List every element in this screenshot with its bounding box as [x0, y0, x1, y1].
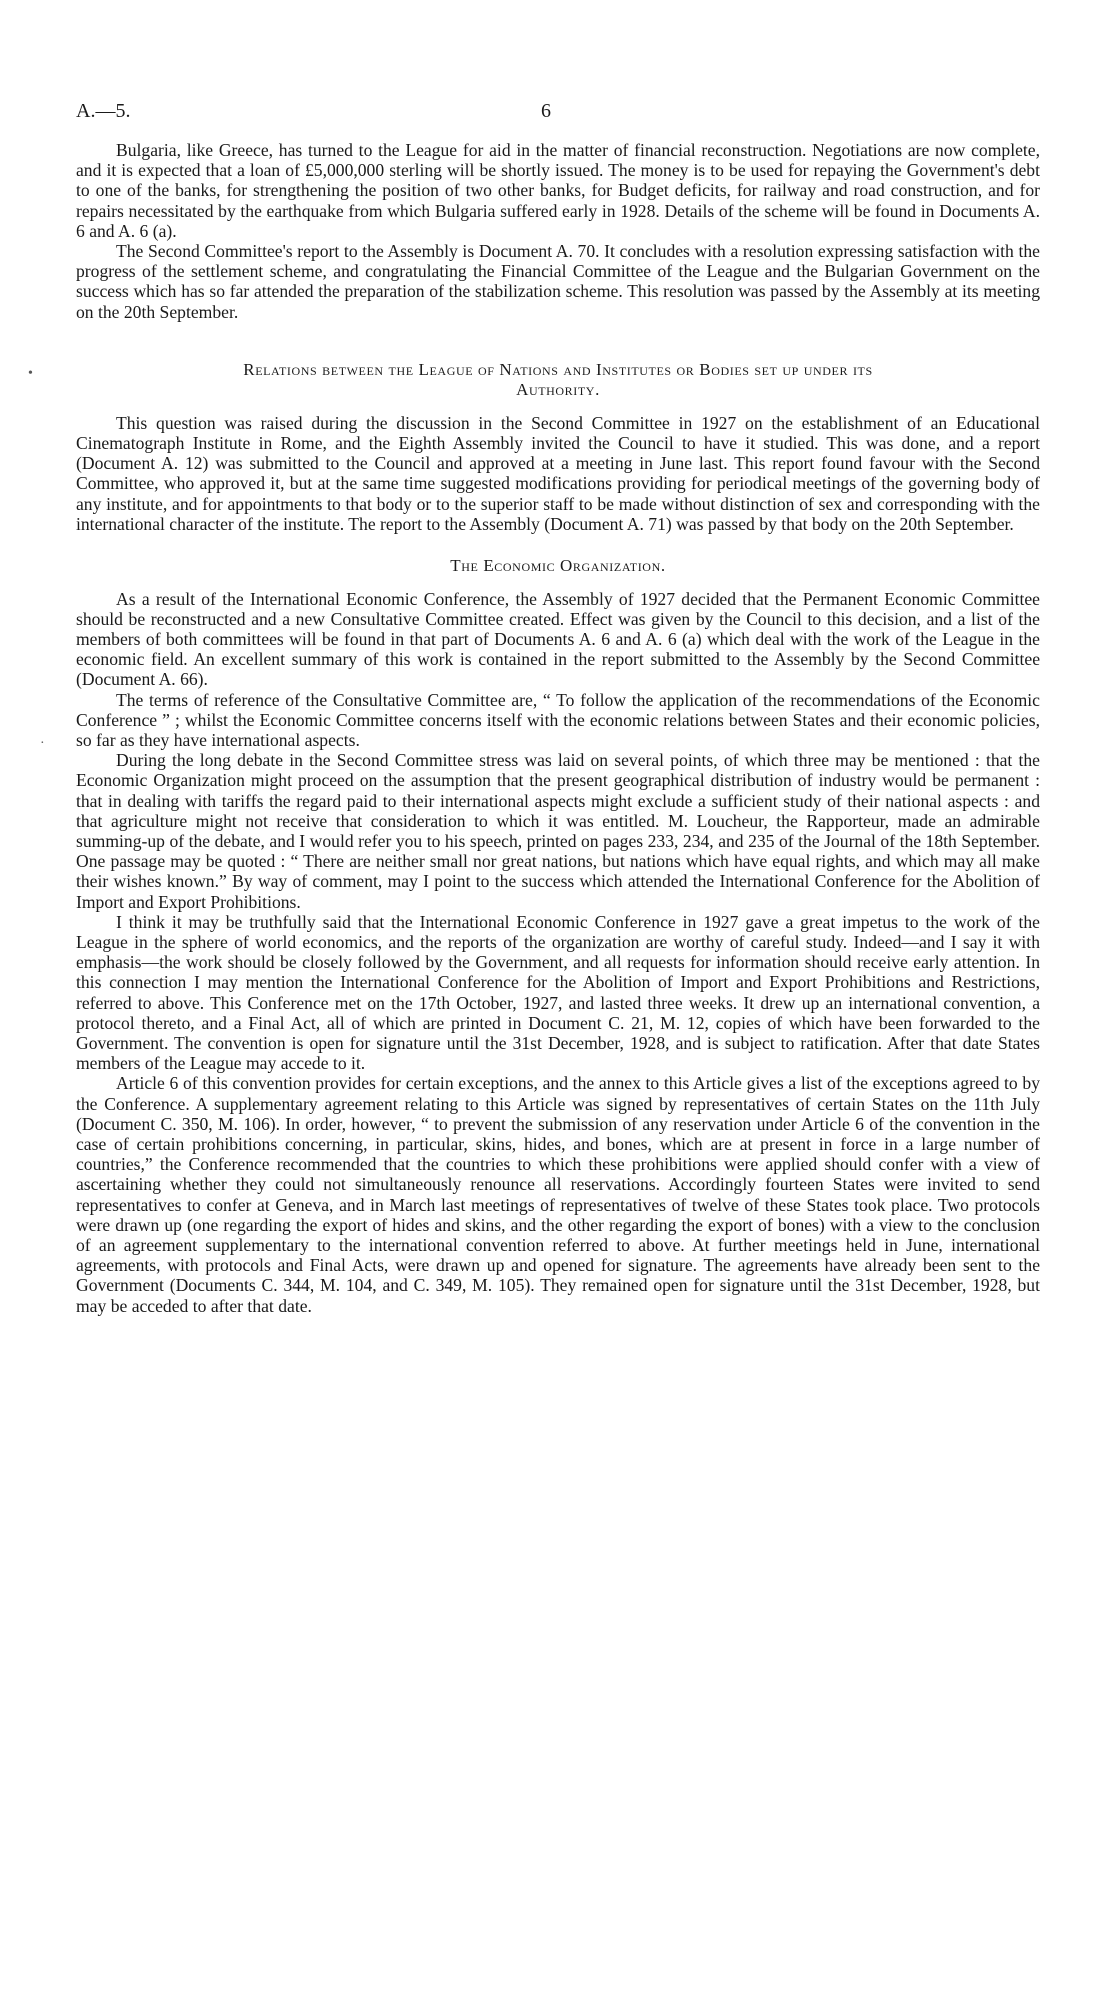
paragraph: Article 6 of this convention provides for certain exceptions, and the annex to this Article gives a list of the exceptions agreed to by the Conference. A supplementary agreement relating to this Article was signed by representatives of certain States on the 11th July (Document C. 350, M. 106). In order, however, “ to prevent the submission of any reservation under Article 6 of the convention in the case of certain prohibitions concerning, in particular, skins, hides, and bones, which are at present in force in a large number of countries,” the Conference recommended that the countries to which these prohibitions were applied should confer with a view of ascertaining whether they could not simultaneously renounce all reservations. Accordingly fourteen States were invited to send representatives to confer at Geneva, and in March last meetings of representatives of twelve of these States took place. Two protocols were drawn up (one regarding the export of hides and skins, and the other regarding the export of bones) with a view to the conclusion of an agreement supplementary to the international convention referred to above. At further meetings held in June, international agreements, with protocols and Final Acts, were drawn up and opened for signature. The agreements have already been sent to the Government (Documents C. 344, M. 104, and C. 349, M. 105). They remained open for signature until the 31st December, 1928, but may be acceded to after that date. [76, 1073, 1040, 1316]
section-bulgaria [76, 140, 1040, 322]
page-number: 6 [541, 100, 551, 122]
paragraph: This question was raised during the discussion in the Second Committee in 1927 on the establishment of an Educational Cinematograph Institute in Rome, and the Eighth Assembly invited the Council to have it studied. This was done, and a report (Document A. 12) was submitted to the Council and approved at a meeting in June last. This report found favour with the Second Committee, who approved it, but at the same time suggested modifications providing for periodical meetings of the governing body of any institute, and for appointments to that body or to the superior staff to be made without distinction of sex and corresponding with the international character of the institute. The report to the Assembly (Document A. 71) was passed by that body on the 20th September. [76, 412, 1040, 534]
section-relations [76, 360, 1040, 534]
paragraph: The Second Committee's report to the Assembly is Document A. 70. It concludes with a resolution expressing satisfaction with the progress of the settlement scheme, and congratulating the Financial Committee of the League and the Bulgarian Government on the success which has so far attended the preparation of the stabilization scheme. This resolution was passed by the Assembly at its meeting on the 20th September. [76, 241, 1040, 322]
section-heading: The Economic Organization. [450, 556, 666, 576]
page-header [76, 100, 1040, 140]
paragraph: I think it may be truthfully said that the International Economic Conference in 1927 gave a great impetus to the work of the League in the sphere of world economics, and the reports of the organization are worthy of careful study. Indeed—and I say it with emphasis—the work should be closely followed by the Government, and all requests for information should receive early attention. In this connection I may mention the International Conference for the Abolition of Import and Export Prohibitions and Restrictions, referred to above. This Conference met on the 17th October, 1927, and lasted three weeks. It drew up an international convention, a protocol thereto, and a Final Act, all of which are printed in Document C. 21, M. 12, copies of which have been forwarded to the Government. The convention is open for signature until the 31st December, 1928, and is subject to ratification. After that date States members of the League may accede to it. [76, 911, 1040, 1074]
section-heading-line: Authority. [516, 380, 600, 400]
margin-tick: · [40, 736, 45, 751]
section-economic [76, 556, 1040, 1316]
section-heading [76, 360, 1040, 401]
paragraph: The terms of reference of the Consultative Committee are, “ To follow the application of the recommendations of the Economic Conference ” ; whilst the Economic Committee concerns itself with the economic relations between States and their economic policies, so far as they have international aspects. [76, 689, 1040, 750]
paragraph: Bulgaria, like Greece, has turned to the League for aid in the matter of financial reconstruction. Negotiations are now complete, and it is expected that a loan of £5,000,000 sterling will be shortly issued. The money is to be used for repaying the Government's debt to one of the banks, for strengthening the position of two other banks, for Budget deficits, for railway and road construction, and for repairs necessitated by the earthquake from which Bulgaria suffered early in 1928. Details of the scheme will be found in Documents A. 6 and A. 6 (a). [76, 140, 1040, 241]
paragraph: As a result of the International Economic Conference, the Assembly of 1927 decided that the Permanent Economic Committee should be reconstructed and a new Consultative Committee created. Effect was given by the Council to this decision, and a list of the members of both committees will be found in that part of Documents A. 6 and A. 6 (a) which deal with the work of the League in the economic field. An excellent summary of this work is contained in the report submitted to the Assembly by the Second Committee (Document A. 66). [76, 588, 1040, 690]
paragraph: During the long debate in the Second Committee stress was laid on several points, of which three may be mentioned : that the Economic Organization might proceed on the assumption that the present geographical distribution of industry would be permanent : that in dealing with tariffs the regard paid to their international aspects might exclude a sufficient study of their national aspects : and that agriculture might not receive that consideration to which it was entitled. M. Loucheur, the Rapporteur, made an admirable summing-up of the debate, and I would refer you to his speech, printed on pages 233, 234, and 235 of the Journal of the 18th September. One passage may be quoted : “ There are neither small nor great nations, but nations which have equal rights, and which may all make their wishes known.” By way of comment, may I point to the success which attended the International Conference for the Abolition of Import and Export Prohibitions. [76, 750, 1040, 912]
section-heading-line: Relations between the League of Nations and Institutes or Bodies set up under its [243, 359, 873, 379]
document-page [76, 100, 1040, 1316]
document-reference: A.—5. [76, 100, 131, 122]
margin-dot: • [28, 366, 33, 381]
